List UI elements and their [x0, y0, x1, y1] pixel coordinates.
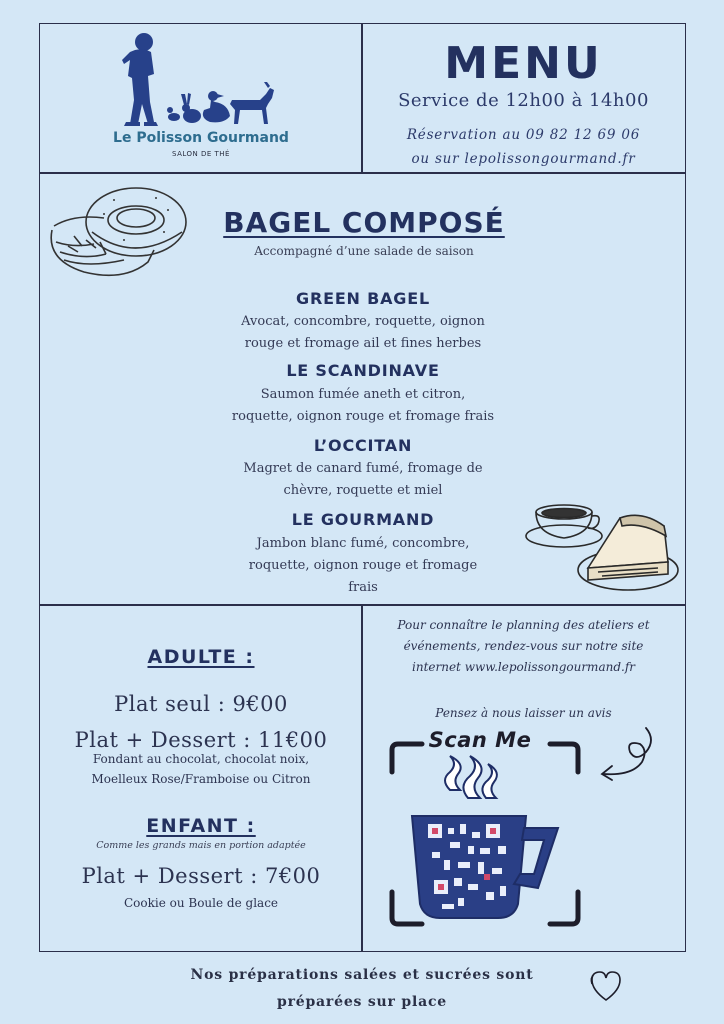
child-portion-note: Comme les grands mais en portion adaptée [96, 840, 306, 851]
review-prompt: Pensez à nous laisser un avis [435, 706, 612, 720]
menu-item-desc-line: chèvre, roquette et miel [283, 483, 443, 498]
menu-title: MENU [444, 38, 603, 89]
logo-subtitle: SALON DE THÉ [172, 150, 230, 158]
menu-item-description [170, 384, 556, 428]
qr-scan-frame[interactable] [388, 728, 584, 936]
menu-item-desc-line: Avocat, concombre, roquette, oignon [241, 314, 485, 329]
menu-item-name: GREEN BAGEL [296, 289, 430, 308]
child-section-title: ENFANT : [146, 815, 256, 837]
footer-line: préparées sur place [277, 994, 447, 1010]
workshops-info-line: événements, rendez-vous sur notre site [403, 639, 644, 653]
menu-item-name: LE SCANDINAVE [286, 361, 440, 380]
adult-price-with-dessert: Plat + Dessert : 11€00 [74, 728, 328, 752]
menu-item-name: L’OCCITAN [313, 436, 413, 455]
menu-item-desc-line: Magret de canard fumé, fromage de [243, 461, 483, 476]
menu-item-description [170, 458, 556, 502]
dessert-options-line: Moelleux Rose/Framboise ou Citron [91, 772, 311, 786]
child-dessert-options: Cookie ou Boule de glace [123, 896, 279, 910]
curly-arrow-icon [596, 722, 658, 784]
service-hours: Service de 12h00 à 14h00 [398, 90, 649, 111]
logo-title: Le Polisson Gourmand [113, 130, 289, 146]
menu-item-description [170, 533, 556, 599]
website-link[interactable]: internet www.lepolissongourmand.fr [412, 660, 635, 674]
adult-price-main: Plat seul : 9€00 [114, 692, 288, 716]
menu-item-desc-line: frais [348, 580, 378, 595]
coffee-cup-icon [526, 505, 602, 547]
footer-line: Nos préparations salées et sucrées sont [190, 967, 534, 983]
workshops-info [361, 615, 686, 678]
reservation-info [361, 123, 686, 171]
coffee-and-pie-illustration [522, 496, 680, 596]
menu-item-desc-line: roquette, oignon rouge et fromage frais [231, 409, 495, 424]
adult-section-title: ADULTE : [147, 646, 255, 668]
footer-note [150, 962, 574, 1016]
dessert-options-line: Fondant au chocolat, chocolat noix, [92, 752, 310, 766]
workshops-info-line: Pour connaître le planning des ateliers et [397, 618, 650, 632]
child-price: Plat + Dessert : 7€00 [81, 864, 321, 888]
menu-item-desc-line: roquette, oignon rouge et fromage [248, 558, 478, 573]
menu-item-desc-line: rouge et fromage ail et fines herbes [244, 336, 482, 351]
reservation-phone: Réservation au 09 82 12 69 06 [406, 127, 641, 143]
menu-item-desc-line: Jambon blanc fumé, concombre, [256, 536, 470, 551]
scan-me-label: Scan Me [428, 728, 532, 752]
heart-icon [588, 968, 624, 1004]
bagel-section-title: BAGEL COMPOSÉ [223, 206, 505, 239]
child-and-animals-silhouette-icon [118, 30, 282, 130]
menu-item-name: LE GOURMAND [291, 510, 435, 529]
pie-slice-icon [578, 515, 678, 590]
bagel-illustration-icon [44, 180, 190, 282]
reservation-website: ou sur lepolissongourmand.fr [411, 151, 636, 167]
bagel-section-subtitle: Accompagné d’une salade de saison [254, 244, 474, 258]
menu-item-description [170, 311, 556, 355]
menu-item-desc-line: Saumon fumée aneth et citron, [260, 387, 466, 402]
adult-dessert-options [39, 749, 363, 789]
